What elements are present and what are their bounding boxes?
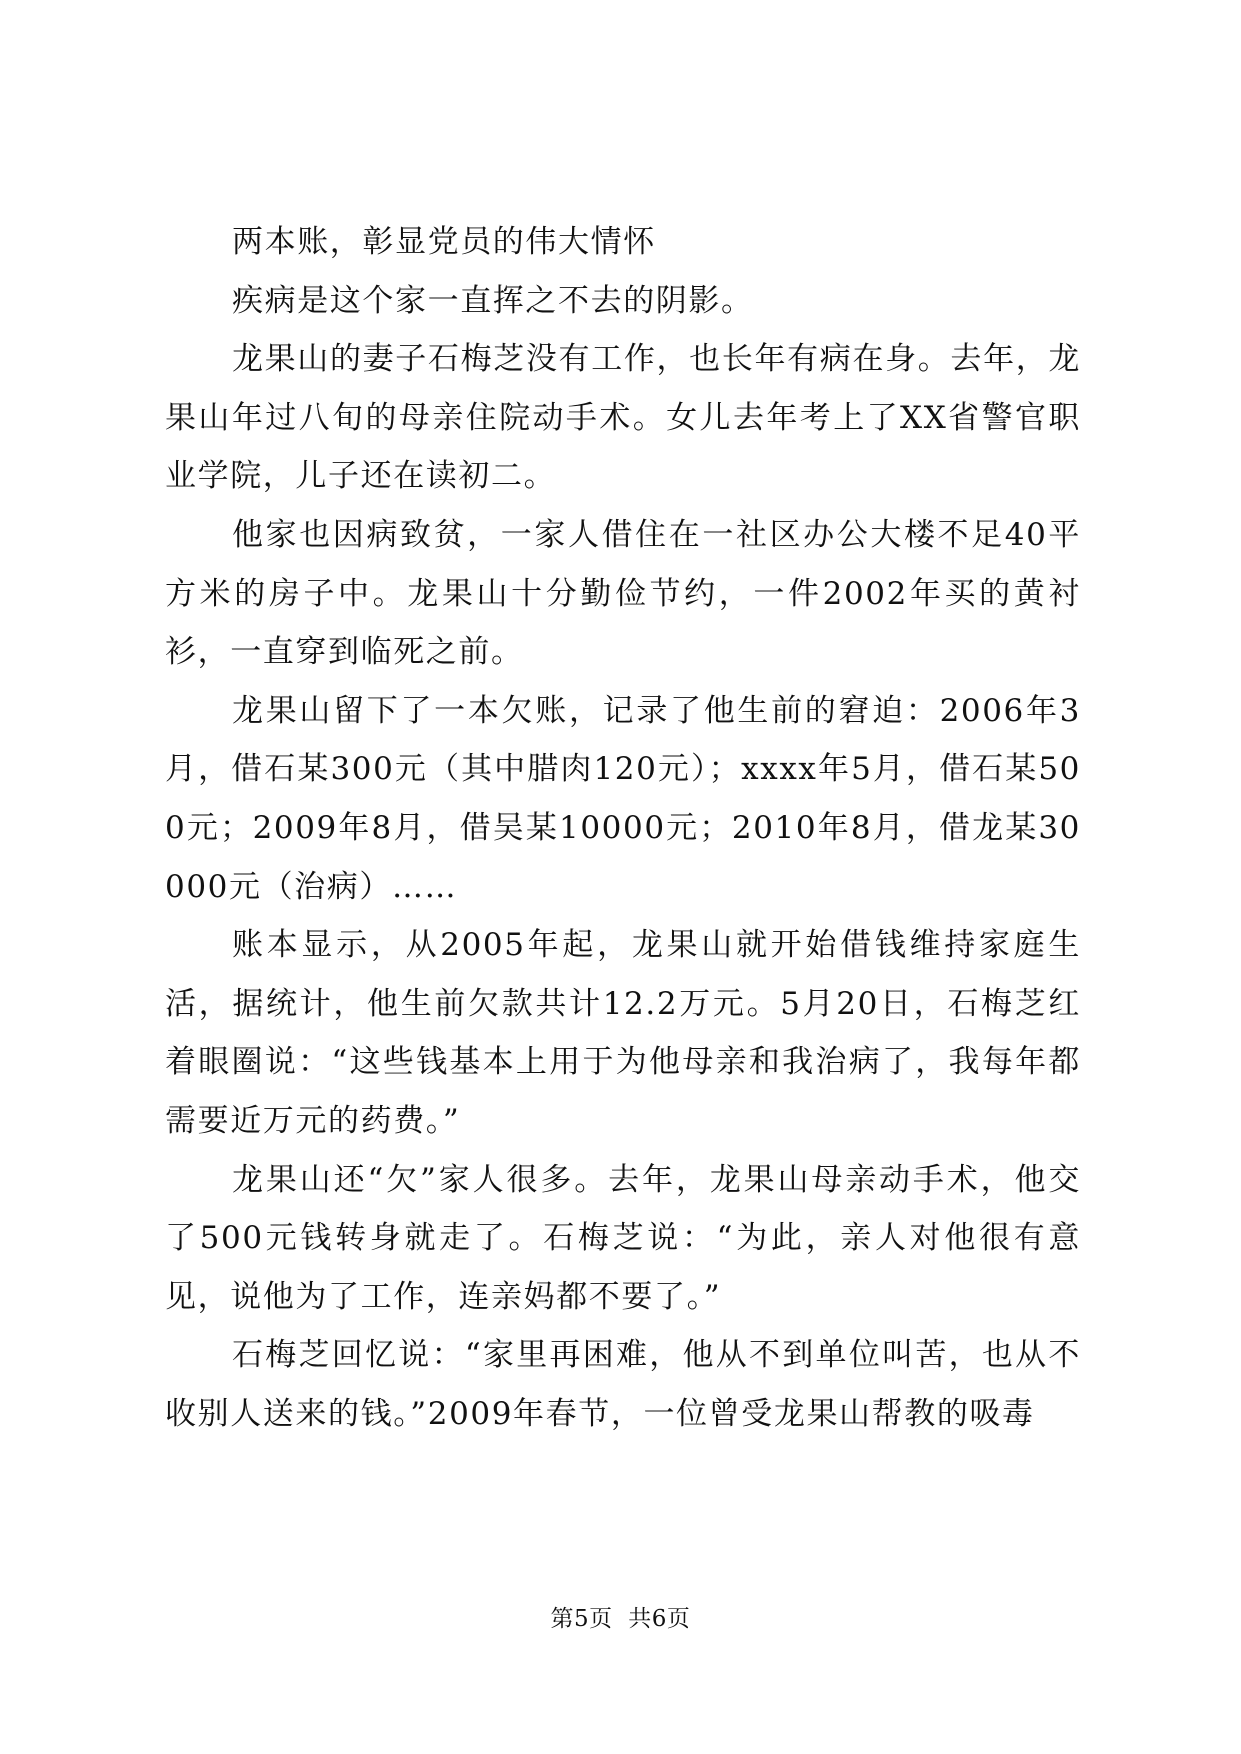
paragraph: 龙果山留下了一本欠账，记录了他生前的窘迫：2006年3月，借石某300元（其中腊肉120元）；xxxx年5月，借石某500元；2009年8月，借吴某10000元；2010年8月，借龙某30000元（治病）…… xyxy=(165,692,1081,905)
document-body xyxy=(165,213,1081,1443)
paragraph: 账本显示，从2005年起，龙果山就开始借钱维持家庭生活，据统计，他生前欠款共计12.2万元。5月20日，石梅芝红着眼圈说：“这些钱基本上用于为他母亲和我治病了，我每年都需要近万元的药费。” xyxy=(165,927,1081,1139)
page-number-label: 第5页 共6页 xyxy=(550,1606,691,1632)
page-footer xyxy=(0,1600,1241,1633)
paragraph-heading: 两本账，彰显党员的伟大情怀 xyxy=(232,224,656,260)
paragraph: 龙果山还“欠”家人很多。去年，龙果山母亲动手术，他交了500元钱转身就走了。石梅芝说：“为此，亲人对他很有意见，说他为了工作，连亲妈都不要了。” xyxy=(165,1161,1081,1315)
paragraph: 疾病是这个家一直挥之不去的阴影。 xyxy=(232,282,754,319)
paragraph: 石梅芝回忆说：“家里再困难，他从不到单位叫苦，也从不收别人送来的钱。”2009年春节，一位曾受龙果山帮教的吸毒 xyxy=(165,1337,1081,1432)
paragraph: 龙果山的妻子石梅芝没有工作，也长年有病在身。去年，龙果山年过八旬的母亲住院动手术。女儿去年考上了XX省警官职业学院，儿子还在读初二。 xyxy=(165,341,1081,495)
paragraph: 他家也因病致贫，一家人借住在一社区办公大楼不足40平方米的房子中。龙果山十分勤俭节约，一件2002年买的黄衬衫，一直穿到临死之前。 xyxy=(165,516,1081,671)
